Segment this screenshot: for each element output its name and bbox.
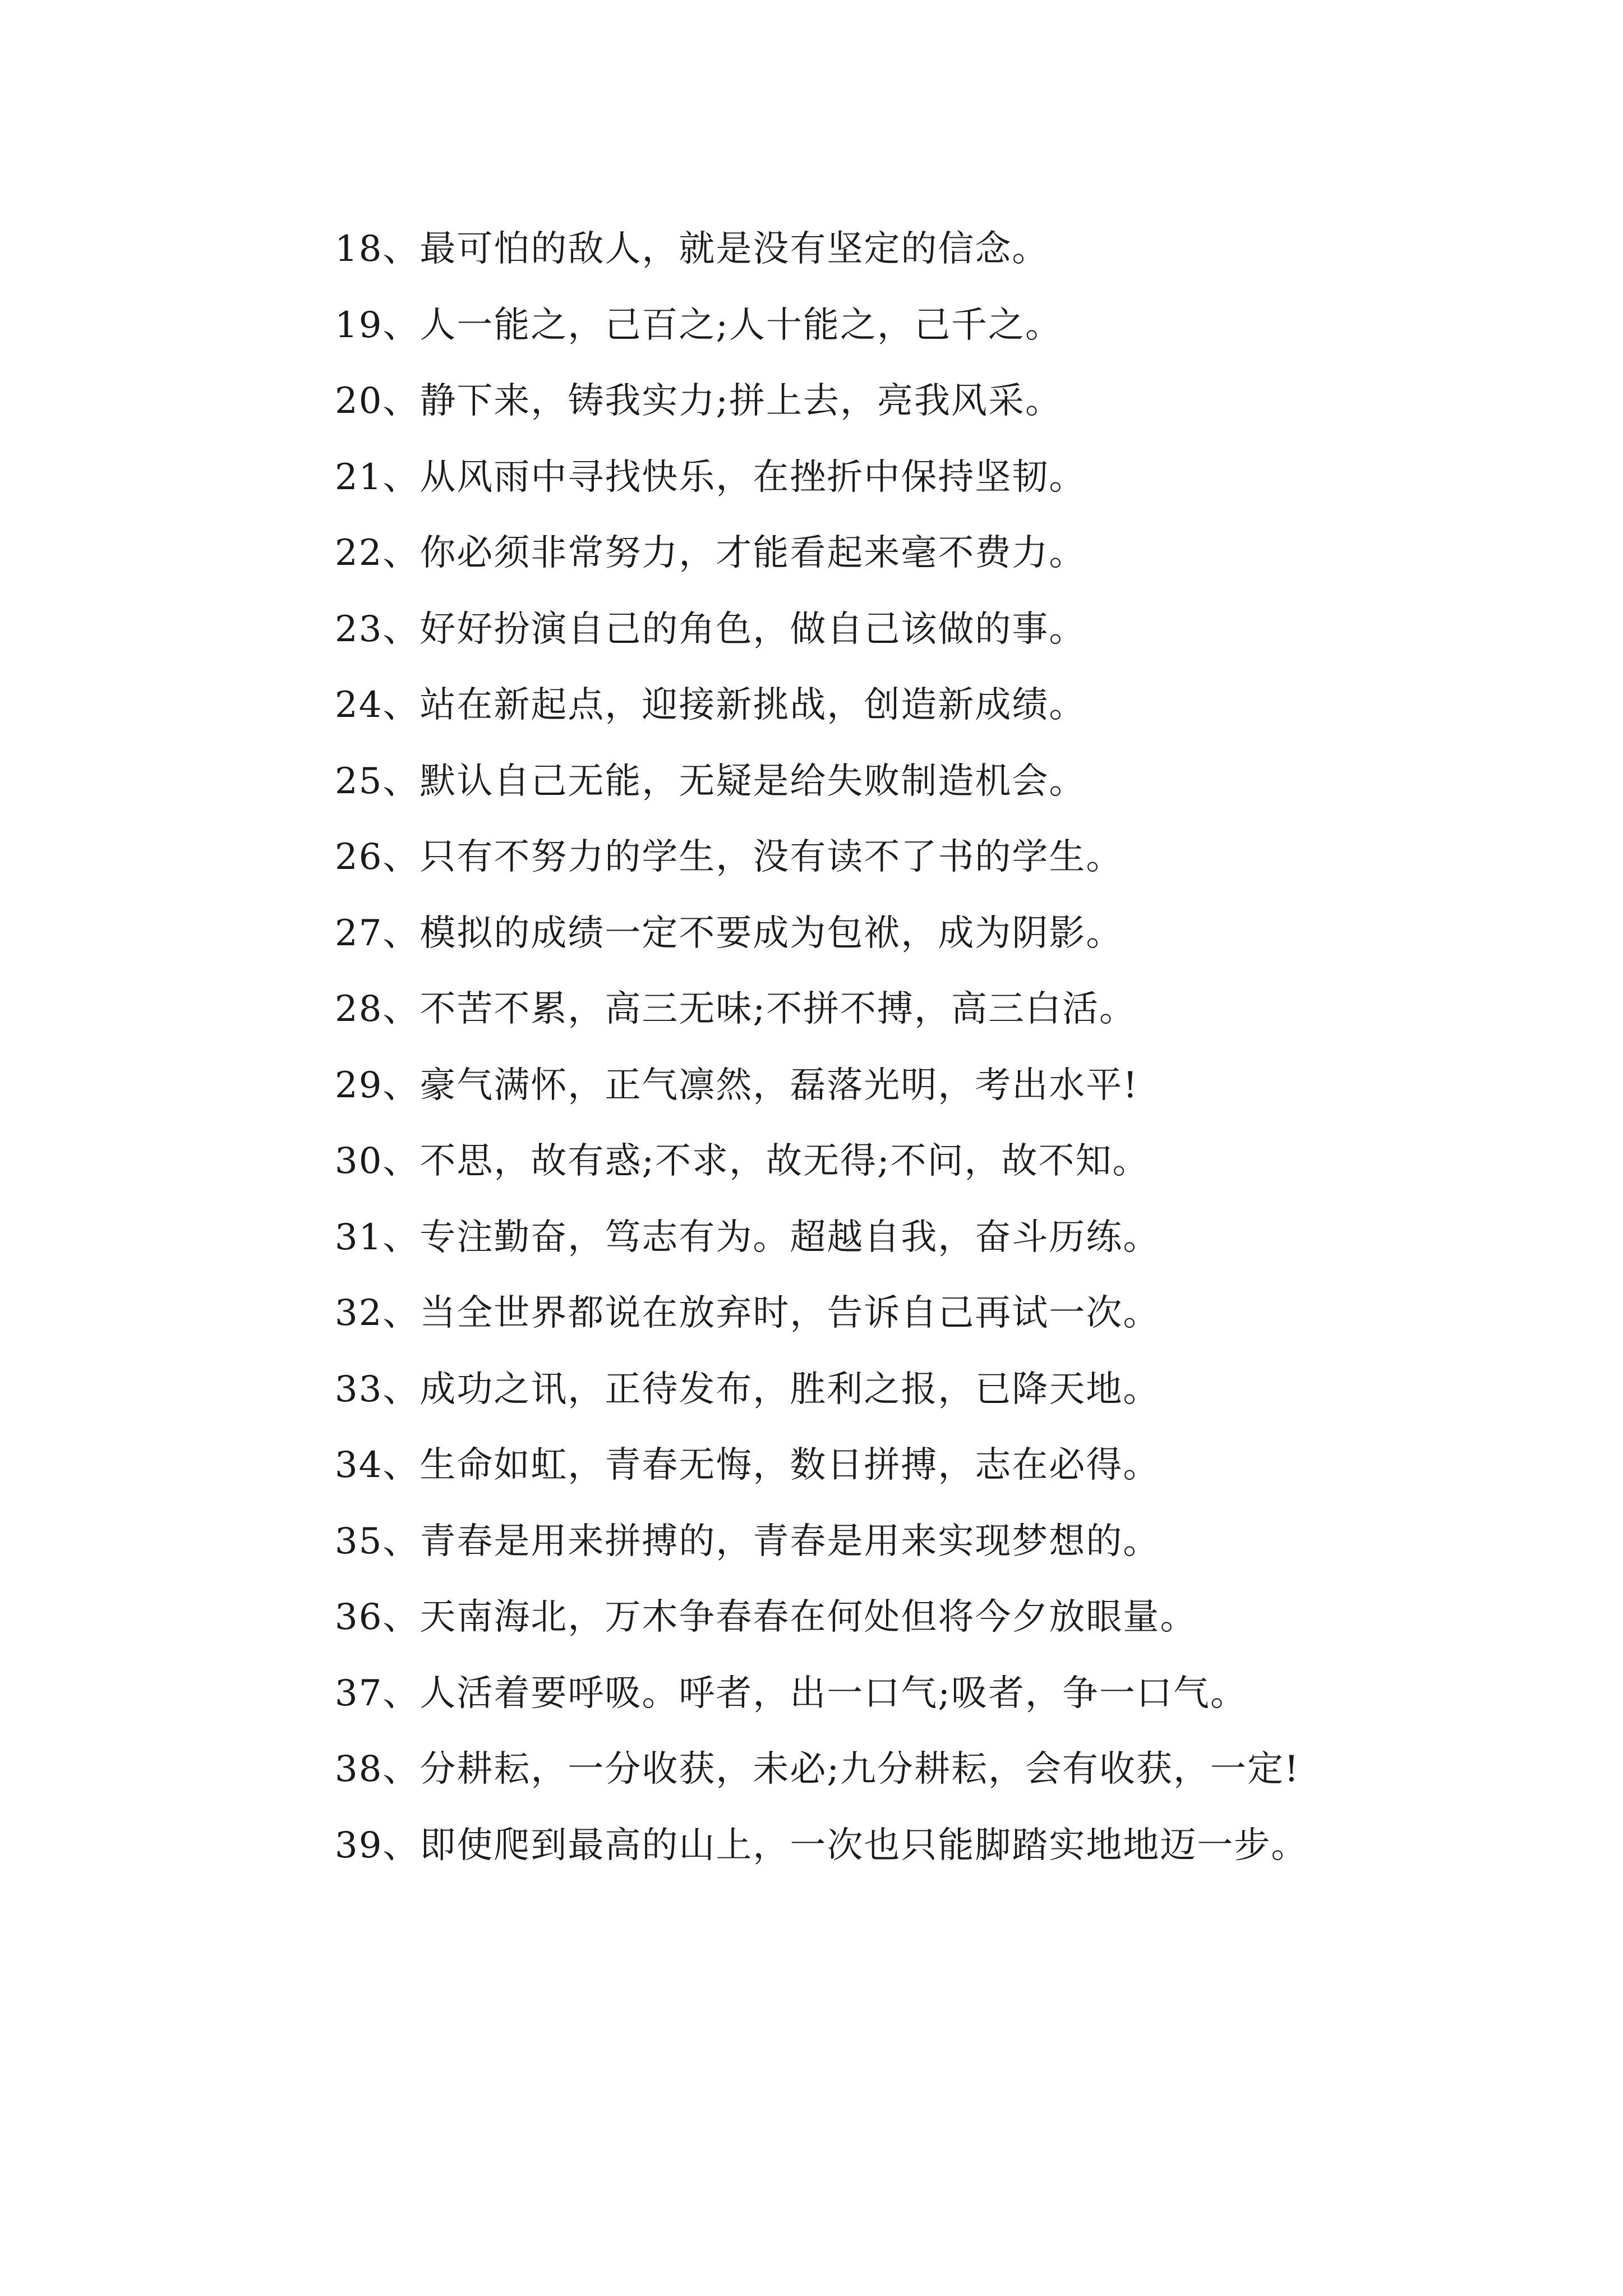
list-item: 34、生命如虹，青春无悔，数日拼搏，志在必得。 (335, 1444, 1160, 1486)
list-item: 33、成功之讯，正待发布，胜利之报，已降天地。 (335, 1368, 1160, 1410)
list-item: 32、当全世界都说在放弃时，告诉自己再试一次。 (335, 1292, 1160, 1334)
list-item: 25、默认自己无能，无疑是给失败制造机会。 (335, 760, 1086, 802)
list-item: 36、天南海北，万木争春春在何处但将今夕放眼量。 (335, 1596, 1197, 1638)
list-item: 38、分耕耘，一分收获，未必;九分耕耘，会有收获，一定! (335, 1749, 1300, 1790)
list-item: 21、从风雨中寻找快乐，在挫折中保持坚韧。 (335, 456, 1086, 498)
list-item: 37、人活着要呼吸。呼者，出一口气;吸者，争一口气。 (335, 1672, 1247, 1714)
list-item: 23、好好扮演自己的角色，做自己该做的事。 (335, 608, 1086, 650)
list-item: 19、人一能之，己百之;人十能之，己千之。 (335, 304, 1062, 346)
list-item: 28、不苦不累，高三无味;不拼不搏，高三白活。 (335, 988, 1136, 1030)
list-item: 31、专注勤奋，笃志有为。超越自我，奋斗历练。 (335, 1216, 1160, 1258)
list-item: 20、静下来，铸我实力;拼上去，亮我风采。 (335, 380, 1062, 422)
list-item: 22、你必须非常努力，才能看起来毫不费力。 (335, 532, 1086, 574)
list-item: 39、即使爬到最高的山上，一次也只能脚踏实地地迈一步。 (335, 1824, 1308, 1866)
list-item: 29、豪气满怀，正气凛然，磊落光明，考出水平! (335, 1064, 1139, 1106)
list-item: 18、最可怕的敌人，就是没有坚定的信念。 (335, 228, 1049, 270)
list-item: 24、站在新起点，迎接新挑战，创造新成绩。 (335, 684, 1086, 726)
list-item: 35、青春是用来拼搏的，青春是用来实现梦想的。 (335, 1520, 1160, 1562)
list-item: 27、模拟的成绩一定不要成为包袱，成为阴影。 (335, 912, 1123, 954)
list-item: 30、不思，故有惑;不求，故无得;不问，故不知。 (335, 1140, 1150, 1182)
list-item: 26、只有不努力的学生，没有读不了书的学生。 (335, 836, 1123, 878)
quote-list (245, 211, 1389, 1884)
